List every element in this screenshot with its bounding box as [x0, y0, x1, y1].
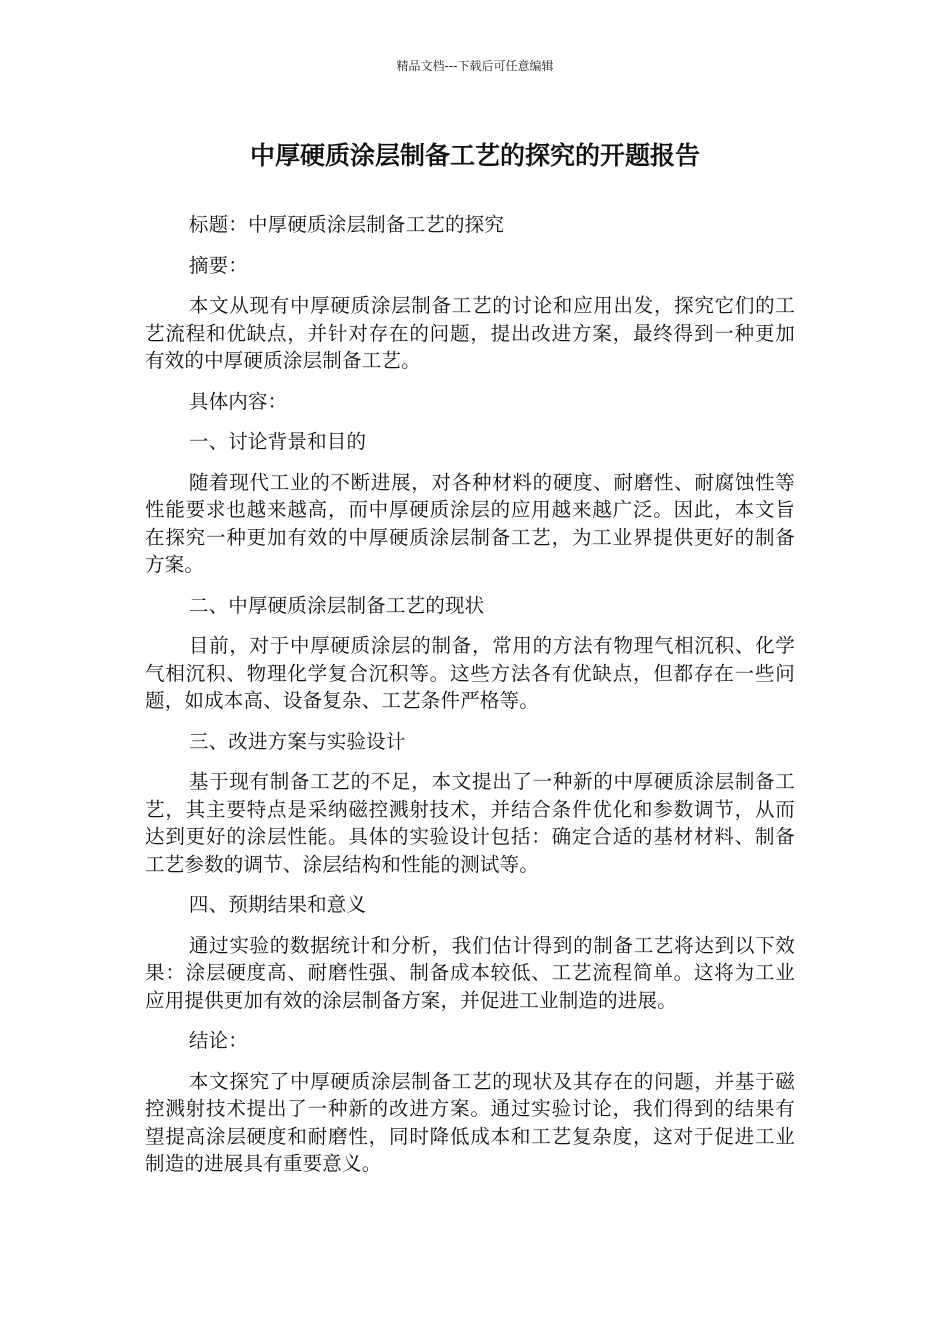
paragraph-design: 基于现有制备工艺的不足，本文提出了一种新的中厚硬质涂层制备工艺，其主要特点是采纳磁控溅射技术，并结合条件优化和参数调节，从而达到更好的涂层性能。具体的实验设计包括：确定合适的基材材料、制备工艺参数的调节、涂层结构和性能的测试等。 [145, 770, 795, 876]
section-heading-status: 二、中厚硬质涂层制备工艺的现状 [188, 593, 485, 617]
paragraph-conclusion-heading: 结论： [188, 1029, 248, 1052]
document-title: 中厚硬质涂层制备工艺的探究的开题报告 [249, 141, 700, 170]
paragraph-expected: 通过实验的数据统计和分析，我们估计得到的制备工艺将达到以下效果：涂层硬度高、耐磨性强、制备成本较低、工艺流程简单。这将为工业应用提供更加有效的涂层制备方案，并促进工业制造的进展。 [145, 933, 795, 1012]
paragraph-abstract: 本文从现有中厚硬质涂层制备工艺的讨论和应用出发，探究它们的工艺流程和优缺点，并针对存在的问题，提出改进方案，最终得到一种更加有效的中厚硬质涂层制备工艺。 [145, 294, 795, 372]
paragraph-conclusion: 本文探究了中厚硬质涂层制备工艺的现状及其存在的问题，并基于磁控溅射技术提出了一种新的改进方案。通过实验讨论，我们得到的结果有望提高涂层硬度和耐磨性，同时降低成本和工艺复杂度，这对于促进工业制造的进展具有重要意义。 [145, 1069, 795, 1175]
section-heading-expected: 四、预期结果和意义 [188, 893, 367, 916]
paragraph-background: 随着现代工业的不断进展，对各种材料的硬度、耐磨性、耐腐蚀性等性能要求也越来越高，而中厚硬质涂层的应用越来越广泛。因此，本文旨在探究一种更加有效的中厚硬质涂层制备工艺，为工业界提供更好的制备方案。 [145, 470, 795, 576]
header-watermark: 精品文档---下载后可任意编辑 [396, 59, 554, 73]
paragraph-content-heading: 具体内容： [188, 389, 288, 413]
paragraph-subject: 标题：中厚硬质涂层制备工艺的探究 [188, 213, 505, 236]
paragraph-status: 目前，对于中厚硬质涂层的制备，常用的方法有物理气相沉积、化学气相沉积、物理化学复合沉积等。这些方法各有优缺点，但都存在一些问题，如成本高、设备复杂、工艺条件严格等。 [145, 634, 795, 712]
document-body [145, 211, 795, 1191]
paragraph-abstract-heading: 摘要： [188, 253, 248, 277]
section-heading-design: 三、改进方案与实验设计 [188, 729, 406, 753]
section-heading-background: 一、讨论背景和目的 [188, 430, 367, 453]
